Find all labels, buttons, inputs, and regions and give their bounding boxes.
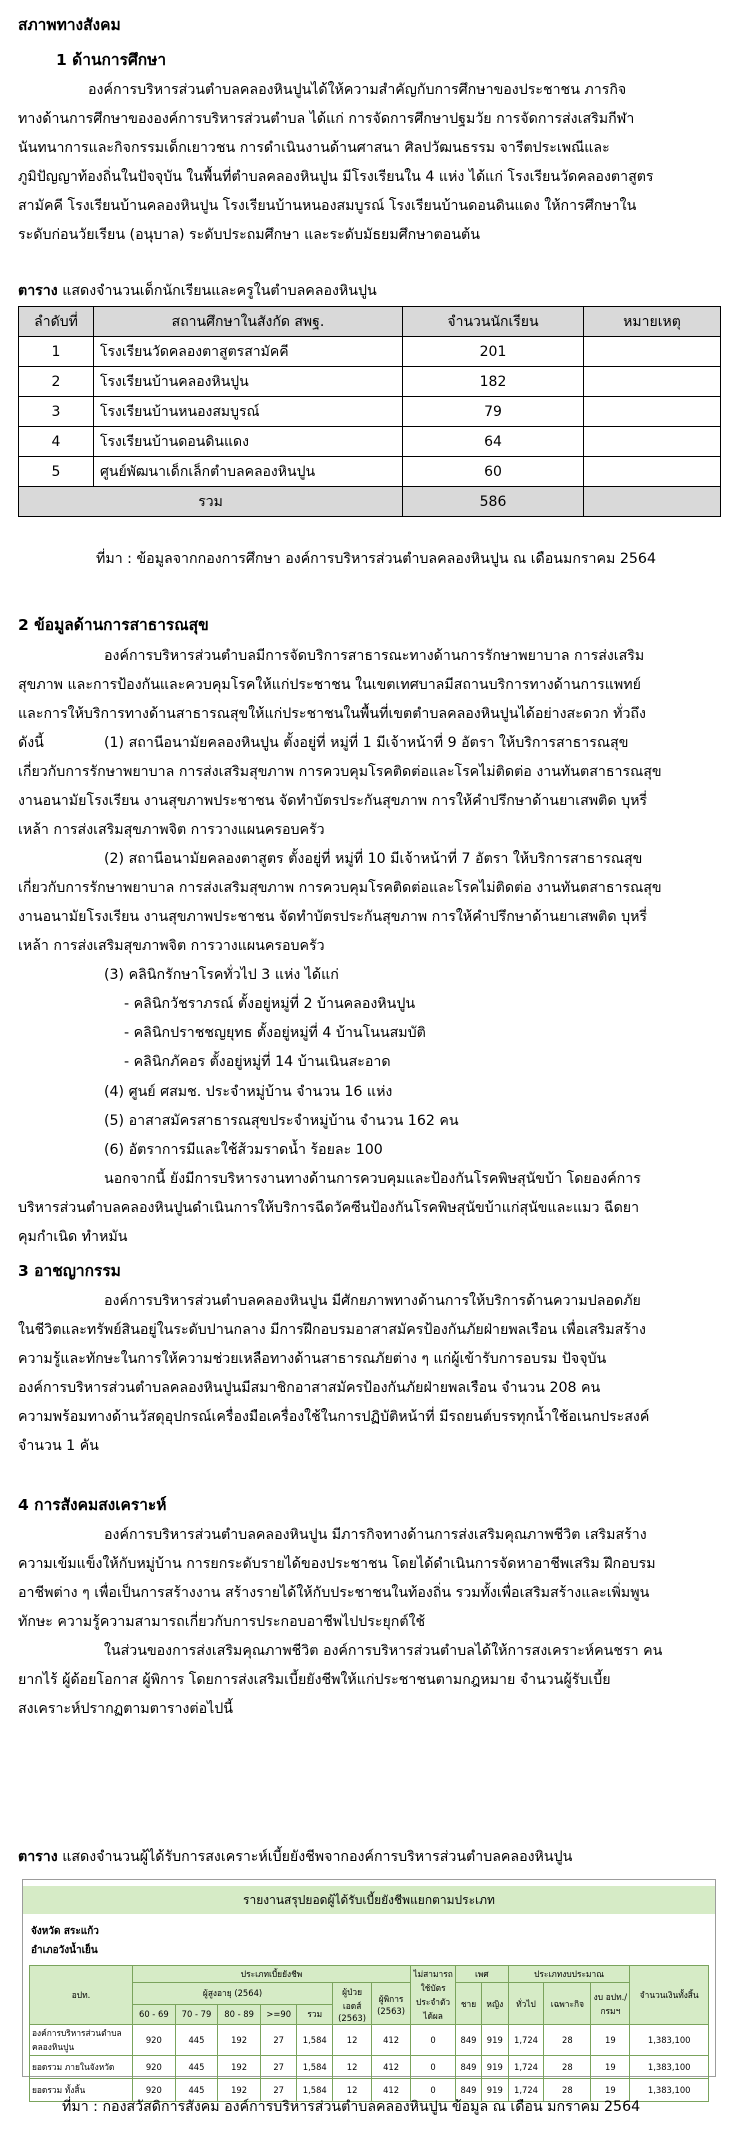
health-heading: 2 ข้อมูลด้านการสาธารณสุข: [18, 616, 209, 634]
welfare-paragraph-2: [18, 1637, 662, 1724]
cell-value: 920: [133, 2056, 176, 2079]
cell-no: 2: [19, 367, 94, 397]
cell-school: โรงเรียนบ้านคลองหินปูน: [94, 367, 403, 397]
cell-value: 28: [544, 2056, 591, 2079]
para-line: ระดับก่อนวัยเรียน (อนุบาล) ระดับประถมศึกษา และระดับมัธยมศึกษาตอนต้น: [18, 227, 480, 243]
cell-value: 1,724: [508, 2079, 544, 2102]
table-row: [19, 457, 721, 487]
cell-value: 0: [411, 2056, 456, 2079]
col-disabled: ผู้พิการ (2563): [372, 1983, 411, 2025]
cell-value: 12: [333, 2025, 372, 2056]
cell-no: 3: [19, 397, 94, 427]
report-province: จังหวัด สระแก้ว: [31, 1926, 99, 1937]
para-line: องค์การบริหารส่วนตำบลคลองหินปูน มีศักยภาพทางด้านการให้บริการด้านความปลอดภัย: [104, 1293, 641, 1309]
allowance-table: [29, 1965, 709, 2102]
col-aids: ผู้ป่วยเอดส์ (2563): [333, 1983, 372, 2025]
welfare-paragraph-1: [18, 1521, 656, 1637]
para-line: เกี่ยวกับการรักษาพยาบาล การส่งเสริมสุขภาพ การควบคุมโรคติดต่อและโรคไม่ติดต่อ งานทันตสาธารณสุข: [18, 880, 662, 896]
cell-value: 12: [333, 2079, 372, 2102]
para-line: จำนวน 1 คัน: [18, 1438, 99, 1454]
table-header-row: [19, 307, 721, 337]
cell-value: 1,724: [508, 2025, 544, 2056]
cell-org: ยอดรวม ทั้งสิ้น: [30, 2079, 133, 2102]
cell-value: 192: [218, 2056, 261, 2079]
para-line: นันทนาการและกิจกรรมเด็กเยาวชน การดำเนินงานด้านศาสนา ศิลปวัฒนธรรม จารีตประเพณีและ: [18, 140, 610, 156]
crime-paragraph: [18, 1287, 649, 1461]
para-line: งานอนามัยโรงเรียน งานสุขภาพประชาชน จัดทำบัตรประกันสุขภาพ การให้คำปรึกษาด้านยาเสพติด บุหรี่: [18, 909, 648, 925]
para-line: สุขภาพ และการป้องกันและควบคุมโรคให้แก่ประชาชน ในเขตเทศบาลมีสถานบริการทางด้านการแพทย์: [18, 677, 641, 693]
cell-count: 60: [403, 457, 584, 487]
cell-value: 412: [372, 2056, 411, 2079]
health-item-2: [18, 845, 662, 961]
cell-value: 0: [411, 2079, 456, 2102]
table-row: [19, 397, 721, 427]
cell-value: 919: [481, 2079, 508, 2102]
cell-value: 0: [411, 2025, 456, 2056]
welfare-table-caption: [18, 1846, 572, 1868]
caption-label: ตาราง: [18, 1849, 58, 1865]
health-intro: [18, 642, 646, 729]
para-line: สามัคคี โรงเรียนบ้านคลองหินปูน โรงเรียนบ้านหนองสมบูรณ์ โรงเรียนบ้านดอนดินแดง ให้การศึกษาใน: [18, 198, 637, 214]
para-line: ภูมิปัญญาท้องถิ่นในปัจจุบัน ในพื้นที่ตำบลคลองหินปูน มีโรงเรียนใน 4 แห่ง ได้แก่ โรงเรียนวัดคลองตาสูตร: [18, 169, 654, 185]
col-age-60-69: 60 - 69: [133, 2004, 176, 2025]
cell-value: 27: [260, 2025, 297, 2056]
cell-value: 920: [133, 2079, 176, 2102]
cell-value: 920: [133, 2025, 176, 2056]
col-no: ลำดับที่: [19, 307, 94, 337]
table-row: [19, 367, 721, 397]
grp-allowance: ประเภทเบี้ยยังชีพ: [133, 1966, 411, 1983]
cell-value: 192: [218, 2079, 261, 2102]
para-line: เหล้า การส่งเสริมสุขภาพจิต การวางแผนครอบครัว: [18, 822, 325, 838]
health-item-6: (6) อัตราการมีและใช้ส้วมราดน้ำ ร้อยละ 100: [104, 1142, 383, 1158]
caption-label: ตาราง: [18, 283, 58, 299]
col-female: หญิง: [481, 1983, 508, 2025]
para-line: (2) สถานีอนามัยคลองตาสูตร ตั้งอยู่ที่ หมู่ที่ 10 มีเจ้าหน้าที่ 7 อัตรา ให้บริการสาธารณสุข: [104, 851, 643, 867]
col-students: จำนวนนักเรียน: [403, 307, 584, 337]
para-line: (1) สถานีอนามัยคลองหินปูน ตั้งอยู่ที่ หมู่ที่ 1 มีเจ้าหน้าที่ 9 อัตรา ให้บริการสาธารณสุข: [104, 735, 629, 751]
cell-value: 19: [591, 2056, 630, 2079]
health-extra: [18, 1165, 641, 1252]
lead-word: ดังนี้: [18, 735, 44, 751]
para-line: องค์การบริหารส่วนตำบลคลองหินปูนมีสมาชิกอาสาสมัครป้องกันภัยฝ่ายพลเรือน จำนวน 208 คน: [18, 1380, 601, 1396]
cell-school: โรงเรียนบ้านหนองสมบูรณ์: [94, 397, 403, 427]
col-total-money: จำนวนเงินทั้งสิ้น: [630, 1966, 709, 2025]
col-age-total: รวม: [297, 2004, 333, 2025]
cell-value: 445: [175, 2025, 218, 2056]
cell-value: 28: [544, 2025, 591, 2056]
cell-count: 64: [403, 427, 584, 457]
cell-value: 19: [591, 2079, 630, 2102]
list-item: - คลินิกปราชชญยุทธ ตั้งอยู่หมู่ที่ 4 บ้านโนนสมบัติ: [124, 1025, 426, 1041]
welfare-heading: 4 การสังคมสงเคราะห์: [18, 1496, 167, 1514]
health-items-4-6: [104, 1078, 459, 1165]
welfare-source: ที่มา : กองสวัสดิการสังคม องค์การบริหารส่วนตำบลคลองหินปูน ข้อมูล ณ เดือน มกราคม 2564: [62, 2099, 641, 2115]
cell-value: 192: [218, 2025, 261, 2056]
grp-elderly: ผู้สูงอายุ (2564): [133, 1983, 333, 2005]
col-age-70-79: 70 - 79: [175, 2004, 218, 2025]
grp-budget: ประเภทงบประมาณ: [508, 1966, 630, 1983]
table-header-row: [30, 1966, 709, 1983]
cell-remark: [584, 487, 721, 517]
cell-value: 919: [481, 2056, 508, 2079]
table-row: [19, 337, 721, 367]
list-item: - คลินิกภัคอร ตั้งอยู่หมู่ที่ 14 บ้านเนินสะอาด: [124, 1054, 391, 1070]
para-line: ในส่วนของการส่งเสริมคุณภาพชีวิต องค์การบริหารส่วนตำบลได้ให้การสงเคราะห์คนชรา คน: [104, 1643, 663, 1659]
cell-org: ยอดรวม ภายในจังหวัด: [30, 2056, 133, 2079]
students-table: [18, 306, 721, 517]
para-line: งานอนามัยโรงเรียน งานสุขภาพประชาชน จัดทำบัตรประกันสุขภาพ การให้คำปรึกษาด้านยาเสพติด บุหรี่: [18, 793, 648, 809]
cell-value: 1,383,100: [630, 2079, 709, 2102]
list-item: - คลินิกวัชราภรณ์ ตั้งอยู่หมู่ที่ 2 บ้านคลองหินปูน: [124, 996, 416, 1012]
cell-value: 1,383,100: [630, 2056, 709, 2079]
col-budget-specific: เฉพาะกิจ: [544, 1983, 591, 2025]
cell-value: 1,383,100: [630, 2025, 709, 2056]
para-line: อาชีพต่าง ๆ เพื่อเป็นการสร้างงาน สร้างรายได้ให้กับประชาชนในท้องถิ่น รวมทั้งเพื่อเสริมสร้างและเพิ่มพูน: [18, 1585, 650, 1601]
cell-remark: [584, 457, 721, 487]
table-row: [30, 2025, 709, 2056]
para-line: เกี่ยวกับการรักษาพยาบาล การส่งเสริมสุขภาพ การควบคุมโรคติดต่อและโรคไม่ติดต่อ งานทันตสาธารณสุข: [18, 764, 662, 780]
cell-value: 27: [260, 2079, 297, 2102]
cell-remark: [584, 427, 721, 457]
total-label: รวม: [19, 487, 403, 517]
cell-count: 201: [403, 337, 584, 367]
cell-school: ศูนย์พัฒนาเด็กเล็กตำบลคลองหินปูน: [94, 457, 403, 487]
para-line: คุมกำเนิด ทำหมัน: [18, 1229, 128, 1245]
cell-remark: [584, 367, 721, 397]
para-line: เหล้า การส่งเสริมสุขภาพจิต การวางแผนครอบครัว: [18, 938, 325, 954]
col-org: อปท.: [30, 1966, 133, 2025]
cell-value: 849: [456, 2079, 482, 2102]
section-title: สภาพทางสังคม: [18, 16, 121, 34]
cell-no: 4: [19, 427, 94, 457]
para-line: ในชีวิตและทรัพย์สินอยู่ในระดับปานกลาง มีการฝึกอบรมอาสาสมัครป้องกันภัยฝ่ายพลเรือน เพื่อเสริมสร้าง: [18, 1322, 646, 1338]
clinic-list: [124, 990, 426, 1077]
cell-count: 182: [403, 367, 584, 397]
col-no-id: ไม่สามารถใช้บัตรประจำตัวได้ผล: [411, 1966, 456, 2025]
crime-heading: 3 อาชญากรรม: [18, 1262, 121, 1280]
col-budget-general: ทั่วไป: [508, 1983, 544, 2025]
cell-value: 1,584: [297, 2025, 333, 2056]
cell-school: โรงเรียนบ้านดอนดินแดง: [94, 427, 403, 457]
cell-count: 79: [403, 397, 584, 427]
report-district: อำเภอวังน้ำเย็น: [31, 1945, 98, 1956]
cell-value: 412: [372, 2025, 411, 2056]
caption-text: แสดงจำนวนเด็กนักเรียนและครูในตำบลคลองหินปูน: [57, 283, 377, 299]
education-paragraph: [18, 76, 654, 250]
para-line: องค์การบริหารส่วนตำบลคลองหินปูน มีภารกิจทางด้านการส่งเสริมคุณภาพชีวิต เสริมสร้าง: [104, 1527, 647, 1543]
table-row: [30, 2056, 709, 2079]
cell-value: 1,584: [297, 2079, 333, 2102]
caption-text: แสดงจำนวนผู้ได้รับการสงเคราะห์เบี้ยยังชีพจากองค์การบริหารส่วนตำบลคลองหินปูน: [57, 1849, 573, 1865]
cell-no: 1: [19, 337, 94, 367]
report-title: รายงานสรุปยอดผู้ได้รับเบี้ยยังชีพแยกตามประเภท: [23, 1886, 715, 1914]
para-line: องค์การบริหารส่วนตำบลคลองหินปูนได้ให้ความสำคัญกับการศึกษาของประชาชน ภารกิจ: [88, 82, 627, 98]
col-remark: หมายเหตุ: [584, 307, 721, 337]
para-line: ความรู้และทักษะในการให้ความช่วยเหลือทางด้านสาธารณภัยต่าง ๆ แก่ผู้เข้ารับการอบรม ปัจจุบัน: [18, 1351, 607, 1367]
para-line: ยากไร้ ผู้ด้อยโอกาส ผู้พิการ โดยการส่งเสริมเบี้ยยังชีพให้แก่ประชาชนตามกฎหมาย จำนวนผู้รับเบี้ย: [18, 1672, 611, 1688]
para-line: ทักษะ ความรู้ความสามารถเกี่ยวกับการประกอบอาชีพไปประยุกต์ใช้: [18, 1614, 426, 1630]
health-item-4: (4) ศูนย์ ศสมช. ประจำหมู่บ้าน จำนวน 16 แห่ง: [104, 1084, 393, 1100]
education-heading: 1 ด้านการศึกษา: [56, 51, 167, 69]
table-row: [19, 427, 721, 457]
education-source: ที่มา : ข้อมูลจากกองการศึกษา องค์การบริหารส่วนตำบลคลองหินปูน ณ เดือนมกราคม 2564: [96, 551, 656, 567]
cell-value: 27: [260, 2056, 297, 2079]
para-line: องค์การบริหารส่วนตำบลมีการจัดบริการสาธารณะทางด้านการรักษาพยาบาล การส่งเสริม: [104, 648, 645, 664]
para-line: และการให้บริการทางด้านสาธารณสุขให้แก่ประชาชนในพื้นที่เขตตำบลคลองหินปูนได้อย่างสะดวก ทั่วถึง: [18, 706, 646, 722]
cell-value: 1,584: [297, 2056, 333, 2079]
allowance-report: [22, 1879, 716, 2095]
cell-school: โรงเรียนวัดคลองตาสูตรสามัคคี: [94, 337, 403, 367]
col-school: สถานศึกษาในสังกัด สพฐ.: [94, 307, 403, 337]
education-table-caption: [18, 280, 377, 302]
cell-value: 849: [456, 2025, 482, 2056]
cell-no: 5: [19, 457, 94, 487]
cell-value: 1,724: [508, 2056, 544, 2079]
cell-value: 849: [456, 2056, 482, 2079]
col-age-90-plus: >=90: [260, 2004, 297, 2025]
grp-sex: เพศ: [456, 1966, 509, 1983]
cell-value: 919: [481, 2025, 508, 2056]
health-item-3: (3) คลินิกรักษาโรคทั่วไป 3 แห่ง ได้แก่: [104, 967, 339, 983]
cell-org: องค์การบริหารส่วนตำบลคลองหินปูน: [30, 2025, 133, 2056]
cell-value: 445: [175, 2056, 218, 2079]
para-line: สงเคราะห์ปรากฏตามตารางต่อไปนี้: [18, 1701, 233, 1717]
total-value: 586: [403, 487, 584, 517]
para-line: นอกจากนี้ ยังมีการบริหารงานทางด้านการควบคุมและป้องกันโรคพิษสุนัขบ้า โดยองค์การ: [104, 1171, 641, 1187]
cell-value: 28: [544, 2079, 591, 2102]
para-line: ทางด้านการศึกษาขององค์การบริหารส่วนตำบล ได้แก่ การจัดการศึกษาปฐมวัย การจัดการส่งเสริมกีฬา: [18, 111, 635, 127]
health-item-1: [18, 729, 662, 845]
col-budget-local: งบ อปท./กรมฯ: [591, 1983, 630, 2025]
cell-value: 12: [333, 2056, 372, 2079]
col-male: ชาย: [456, 1983, 482, 2025]
cell-value: 445: [175, 2079, 218, 2102]
para-line: ความพร้อมทางด้านวัสดุอุปกรณ์เครื่องมือเครื่องใช้ในการปฏิบัติหน้าที่ มีรถยนต์บรรทุกน้ำใช้อเนกประสงค์: [18, 1409, 650, 1425]
cell-value: 19: [591, 2025, 630, 2056]
table-total-row: [19, 487, 721, 517]
para-line: ความเข้มแข็งให้กับหมู่บ้าน การยกระดับรายได้ของประชาชน โดยได้ดำเนินการจัดหาอาชีพเสริม ฝึกอบรม: [18, 1556, 656, 1572]
col-age-80-89: 80 - 89: [218, 2004, 261, 2025]
cell-value: 412: [372, 2079, 411, 2102]
para-line: บริหารส่วนตำบลคลองหินปูนดำเนินการให้บริการฉีดวัคซีนป้องกันโรคพิษสุนัขบ้าแก่สุนัขและแมว ฉีดยา: [18, 1200, 640, 1216]
cell-remark: [584, 337, 721, 367]
cell-remark: [584, 397, 721, 427]
health-item-5: (5) อาสาสมัครสาธารณสุขประจำหมู่บ้าน จำนวน 162 คน: [104, 1113, 459, 1129]
